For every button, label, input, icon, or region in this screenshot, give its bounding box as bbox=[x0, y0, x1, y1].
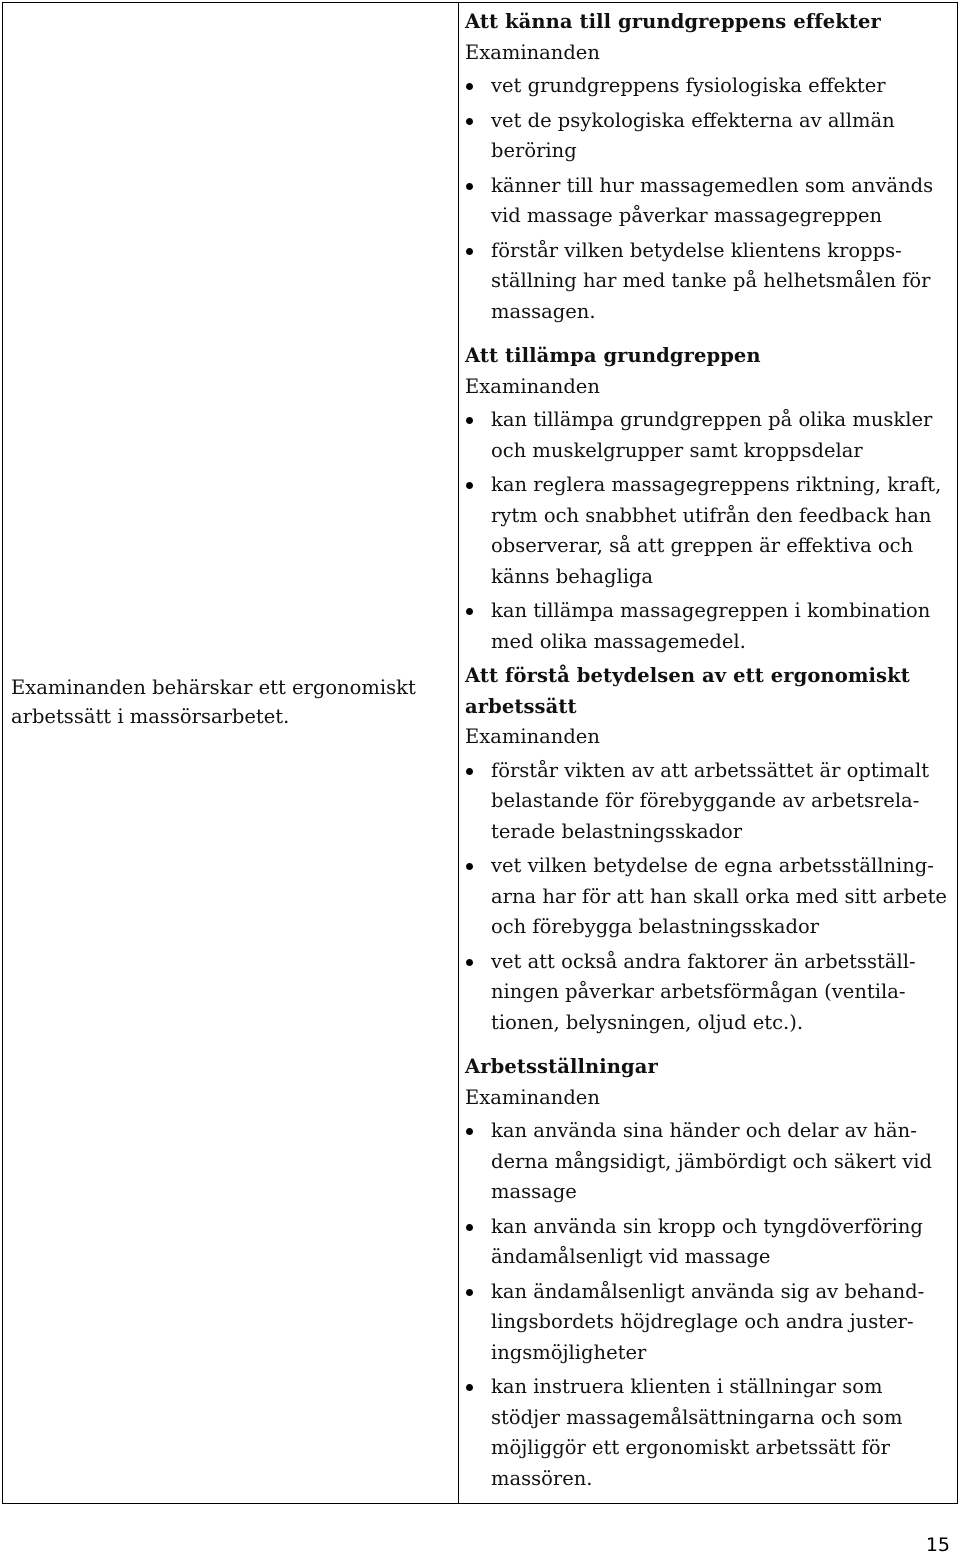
list-item: kan tillämpa grundgreppen på olika muskler och muskelgrupper samt kroppsdelar bbox=[465, 405, 951, 466]
section-heading: Att tillämpa grundgreppen bbox=[465, 344, 761, 367]
requirement-text: Examinanden behärskar ett ergonomiskt arbetssätt i massörsarbetet. bbox=[11, 676, 416, 728]
list-item: vet de psykologiska effekterna av allmän beröring bbox=[465, 106, 951, 167]
section-effekter bbox=[465, 7, 951, 327]
criteria-list bbox=[465, 756, 951, 1039]
section-arbetsstallningar bbox=[465, 1052, 951, 1494]
list-item: förstår vikten av att arbetssättet är optimalt belastande för förebyggande av arbetsrelaterade belastningsskador bbox=[465, 756, 951, 848]
list-item: känner till hur massagemedlen som används vid massage påverkar massagegreppen bbox=[465, 171, 951, 232]
list-item: vet att också andra faktorer än arbetsställningen påverkar arbetsförmågan (ventilationen, belysningen, oljud etc.). bbox=[465, 947, 951, 1039]
section-subject: Examinanden bbox=[465, 725, 600, 748]
section-ergonomi bbox=[465, 661, 951, 1038]
criteria-column bbox=[465, 7, 951, 1498]
section-subject: Examinanden bbox=[465, 374, 600, 398]
section-subject: Examinanden bbox=[465, 40, 600, 64]
list-item: vet vilken betydelse de egna arbetsställningarna har för att han skall orka med sitt arbete och förebygga belastningsskador bbox=[465, 851, 951, 943]
list-item: kan använda sin kropp och tyngdöverföring ändamålsenligt vid massage bbox=[465, 1212, 951, 1273]
list-item: kan reglera massagegreppens riktning, kraft, rytm och snabbhet utifrån den feedback han observerar, så att greppen är effektiva och känns behagliga bbox=[465, 470, 951, 592]
column-divider bbox=[458, 3, 459, 1503]
criteria-list bbox=[465, 405, 951, 657]
section-heading: Att känna till grundgreppens effekter bbox=[465, 10, 881, 33]
criteria-list bbox=[465, 71, 951, 327]
list-item: kan ändamålsenligt använda sig av behandlingsbordets höjdreglage och andra justeringsmöjligheter bbox=[465, 1277, 951, 1369]
criteria-list bbox=[465, 1116, 951, 1494]
list-item: kan använda sina händer och delar av händerna mångsidigt, jämbördigt och säkert vid massage bbox=[465, 1116, 951, 1208]
section-subject: Examinanden bbox=[465, 1085, 600, 1109]
page-number: 15 bbox=[925, 1534, 950, 1556]
section-heading: Arbetsställningar bbox=[465, 1055, 658, 1078]
section-heading: Att förstå betydelsen av ett ergonomiskt arbetssätt bbox=[465, 664, 910, 718]
list-item: vet grundgreppens fysiologiska effekter bbox=[465, 71, 951, 102]
list-item: kan tillämpa massagegreppen i kombination med olika massagemedel. bbox=[465, 596, 951, 657]
section-tillampa bbox=[465, 341, 951, 657]
criteria-table bbox=[2, 2, 958, 1504]
list-item: kan instruera klienten i ställningar som stödjer massagemålsättningarna och som möjliggör ett ergonomiskt arbetssätt för massören. bbox=[465, 1372, 951, 1494]
list-item: förstår vilken betydelse klientens kroppsställning har med tanke på helhetsmålen för massagen. bbox=[465, 236, 951, 328]
